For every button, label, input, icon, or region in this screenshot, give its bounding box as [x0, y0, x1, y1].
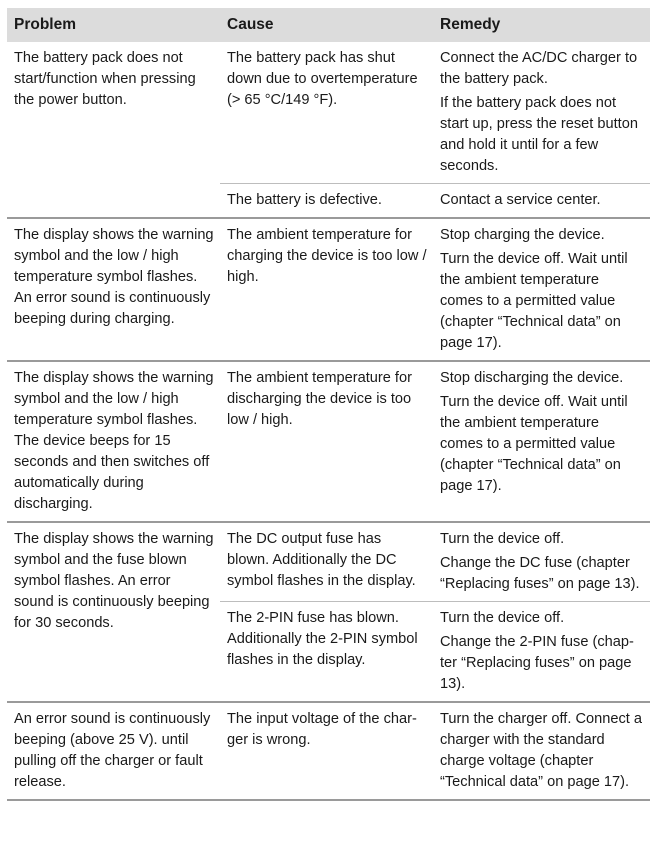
remedy-step: Stop discharging the device.	[440, 370, 624, 386]
header-remedy: Remedy	[433, 8, 650, 42]
remedy-step: Change the DC fuse (chapter “Replacing fuses” on page 13).	[440, 555, 640, 592]
remedy-cell	[433, 42, 650, 184]
troubleshooting-table	[7, 8, 650, 801]
table-row	[7, 42, 650, 184]
remedy-cell	[433, 602, 650, 703]
cause-cell: The 2-PIN fuse has blown. Additionally the 2-PIN symbol flashes in the display.	[220, 602, 433, 703]
remedy-cell	[433, 702, 650, 800]
remedy-step: Stop charging the device.	[440, 227, 605, 243]
header-cause: Cause	[220, 8, 433, 42]
remedy-cell	[433, 184, 650, 219]
cause-cell: The ambient temperature for charging the device is too low / high.	[220, 218, 433, 361]
remedy-step: If the battery pack does not start up, press the reset button and hold it until for a few seconds.	[440, 95, 638, 174]
remedy-step: Turn the device off.	[440, 531, 565, 547]
remedy-step: Connect the AC/DC charger to the battery pack.	[440, 50, 638, 87]
table-row	[7, 522, 650, 602]
remedy-cell	[433, 522, 650, 602]
remedy-step: Turn the device off. Wait until the ambient temperature comes to a permitted value (chapter “Technical data” on page 17).	[440, 394, 628, 494]
header-problem: Problem	[7, 8, 220, 42]
remedy-step: Turn the device off. Wait until the ambient temperature comes to a permitted value (chapter “Technical data” on page 17).	[440, 251, 628, 351]
remedy-step: Turn the device off.	[440, 610, 565, 626]
problem-cell: The display shows the warning symbol and the fuse blown symbol flashes. An error sound is continuously beeping for 30 seconds.	[7, 522, 220, 702]
table-row	[7, 702, 650, 800]
remedy-cell	[433, 218, 650, 361]
problem-cell: The display shows the warning symbol and the low / high temperature symbol flashes. An error sound is continuously beeping during charging.	[7, 218, 220, 361]
remedy-step: Change the 2-PIN fuse (chapter “Replacing fuses” on page 13).	[440, 634, 634, 692]
problem-cell: The display shows the warning symbol and the low / high temperature symbol flashes. The device beeps for 15 seconds and then switches off automatically during discharging.	[7, 361, 220, 522]
table-row	[7, 361, 650, 522]
table-header-row	[7, 8, 650, 42]
cause-cell: The input voltage of the charger is wrong.	[220, 702, 433, 800]
problem-cell: An error sound is continuously beeping (above 25 V). until pulling off the charger or fault release.	[7, 702, 220, 800]
remedy-cell	[433, 361, 650, 522]
problem-cell: The battery pack does not start/function when pressing the power button.	[7, 42, 220, 218]
cause-cell: The ambient temperature for discharging the device is too low / high.	[220, 361, 433, 522]
remedy-step: Turn the charger off. Connect a charger with the standard charge voltage (chapter “Technical data” on page 17).	[440, 711, 642, 790]
cause-cell: The battery is defective.	[220, 184, 433, 219]
cause-cell: The DC output fuse has blown. Additionally the DC symbol flashes in the display.	[220, 522, 433, 602]
table-row	[7, 218, 650, 361]
remedy-step: Contact a service center.	[440, 192, 601, 208]
cause-cell: The battery pack has shut down due to overtemperature (> 65 °C/149 °F).	[220, 42, 433, 184]
